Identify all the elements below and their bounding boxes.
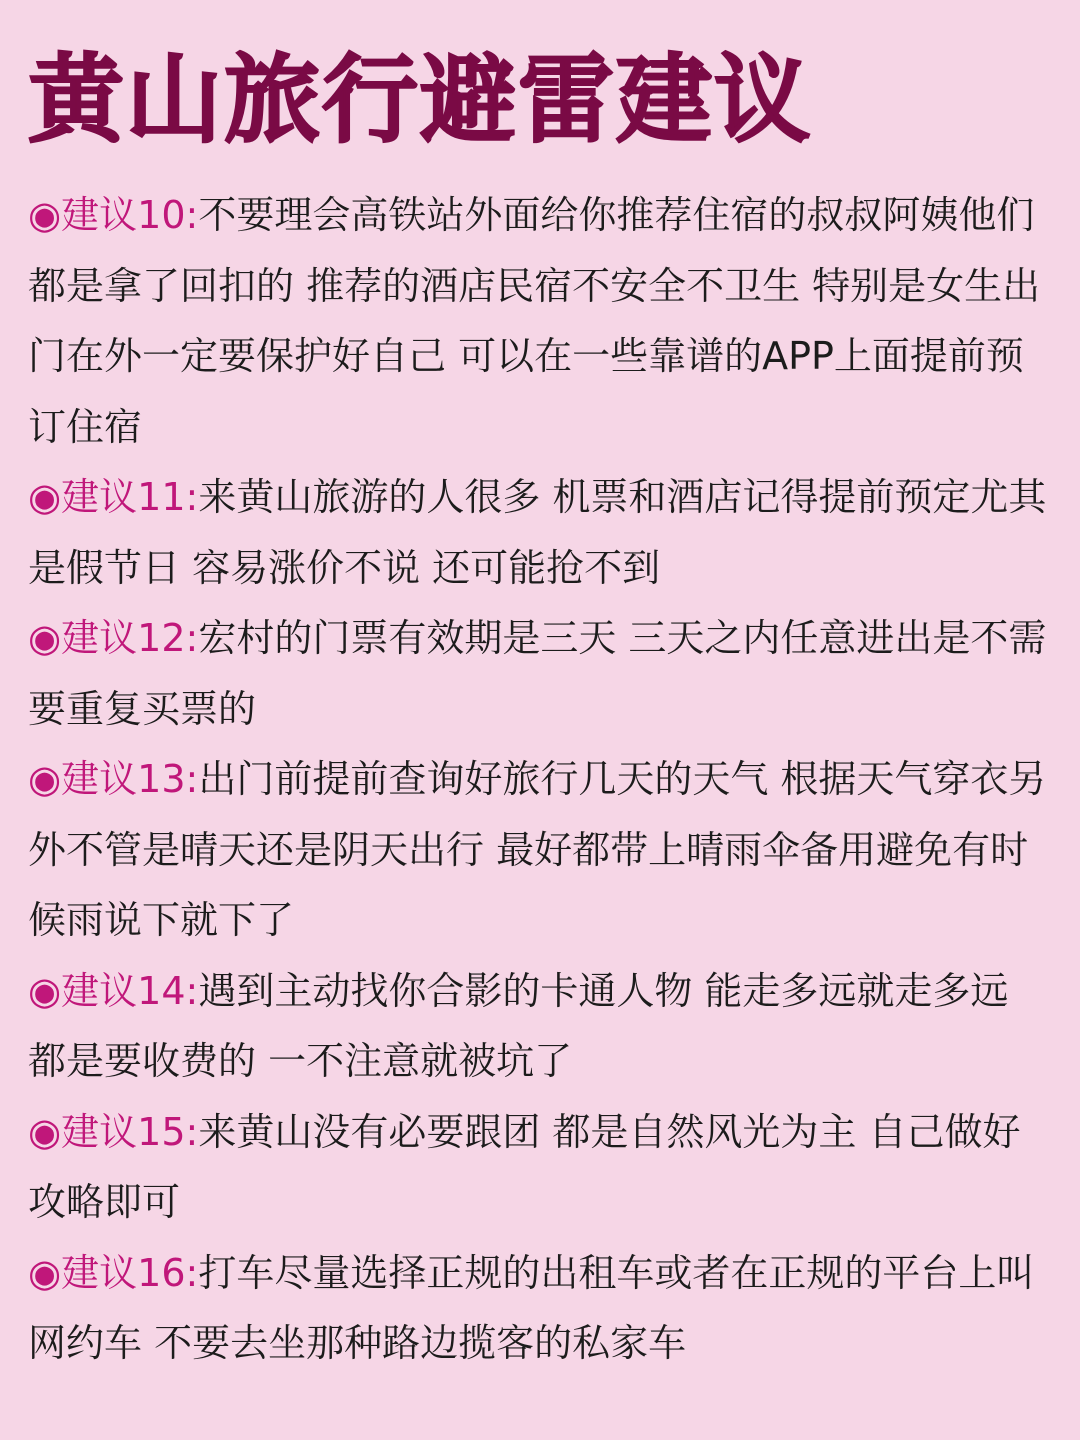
- tip-item: [28, 956, 1052, 1097]
- tip-text: 宏村的门票有效期是三天 三天之内任意进出是不需要重复买票的: [28, 616, 1047, 731]
- tip-item: [28, 744, 1052, 956]
- bullet-icon: ◉: [28, 616, 62, 660]
- bullet-icon: ◉: [28, 1109, 62, 1154]
- tip-label: 建议16:: [61, 1250, 199, 1295]
- tip-text: 打车尽量选择正规的出租车或者在正规的平台上叫网约车 不要去坐那种路边揽客的私家车: [28, 1250, 1035, 1365]
- tip-text: 来黄山没有必要跟团 都是自然风光为主 自己做好攻略即可: [28, 1109, 1021, 1224]
- tip-item: [28, 180, 1052, 462]
- tip-label: 建议12:: [61, 616, 199, 660]
- tips-list: [28, 180, 1052, 1379]
- tip-text: 出门前提前查询好旅行几天的天气 根据天气穿衣另外不管是晴天还是阴天出行 最好都带上晴雨伞备用避免有时候雨说下就下了: [28, 757, 1047, 942]
- tip-item: [28, 603, 1052, 744]
- tip-item: [28, 462, 1052, 603]
- bullet-icon: ◉: [28, 1250, 62, 1295]
- bullet-icon: ◉: [28, 968, 62, 1013]
- tip-text: 不要理会高铁站外面给你推荐住宿的叔叔阿姨他们都是拿了回扣的 推荐的酒店民宿不安全不卫生 特别是女生出门在外一定要保护好自己 可以在一些靠谱的APP上面提前预订住宿: [28, 193, 1041, 449]
- tip-label: 建议11:: [61, 475, 199, 519]
- tip-text: 来黄山旅游的人很多 机票和酒店记得提前预定尤其是假节日 容易涨价不说 还可能抢不到: [28, 475, 1047, 590]
- bullet-icon: ◉: [28, 757, 62, 801]
- tip-label: 建议14:: [61, 968, 199, 1013]
- bullet-icon: ◉: [28, 193, 62, 237]
- tip-label: 建议13:: [61, 757, 199, 801]
- tip-label: 建议10:: [61, 193, 199, 237]
- tip-item: [28, 1097, 1052, 1238]
- bullet-icon: ◉: [28, 475, 62, 519]
- page-title: 黄山旅行避雷建议: [28, 44, 812, 156]
- tip-item: [28, 1238, 1052, 1379]
- tip-label: 建议15:: [61, 1109, 199, 1154]
- tip-text: 遇到主动找你合影的卡通人物 能走多远就走多远 都是要收费的 一不注意就被坑了: [28, 968, 1009, 1083]
